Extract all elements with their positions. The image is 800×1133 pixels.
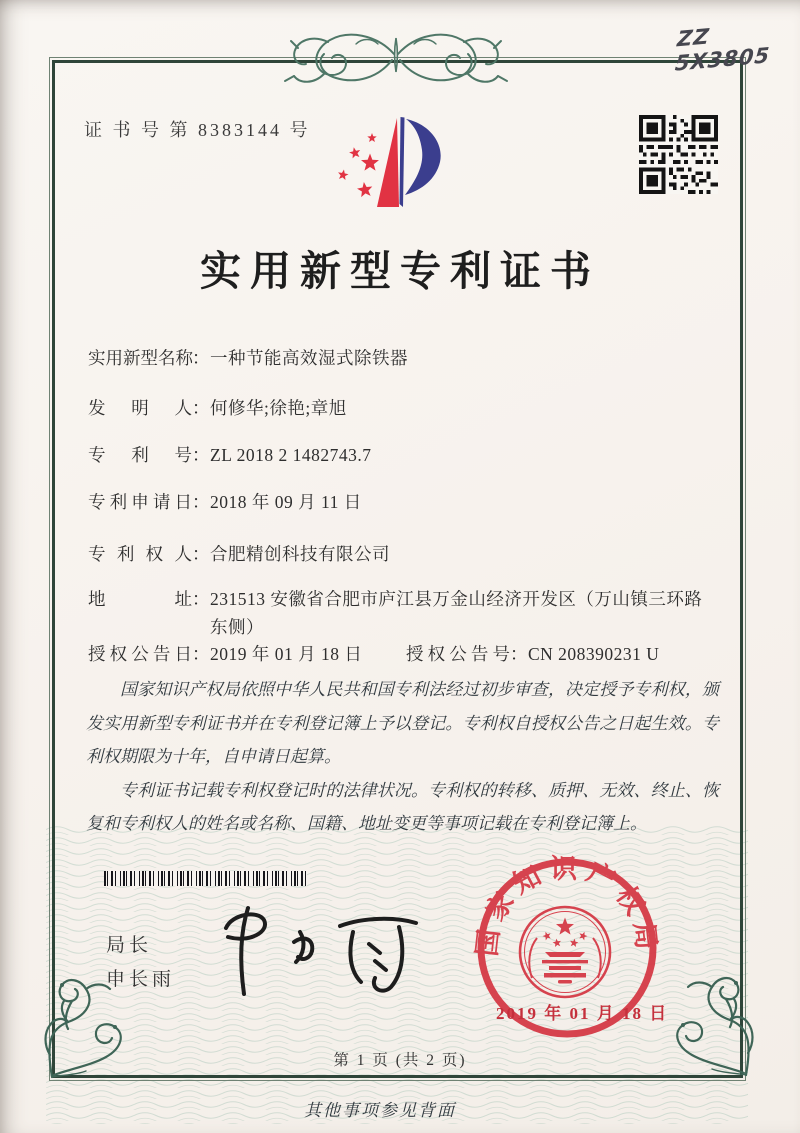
field-colon: ：	[192, 589, 210, 609]
field-label: 专利号	[88, 445, 192, 465]
back-note: 其他事项参见背面	[304, 1101, 456, 1120]
field-row-inventors	[88, 394, 728, 422]
barcode	[104, 871, 307, 886]
field-row-address	[88, 585, 728, 641]
commissioner-signature	[212, 896, 424, 1002]
field-colon: ：	[192, 644, 210, 664]
field-row-patentee	[88, 540, 728, 568]
field-value: 一种节能高效湿式除铁器	[210, 348, 408, 368]
field-label: 授权公告号	[406, 644, 510, 664]
cnipa-logo-icon	[333, 102, 457, 216]
field-row-grant	[88, 640, 728, 668]
field-row-patent-no	[88, 441, 728, 469]
field-label: 专利权人	[88, 544, 192, 564]
certificate-title: 实用新型专利证书	[200, 248, 600, 294]
legal-paragraph-1: 国家知识产权局依照中华人民共和国专利法经过初步审查，决定授予专利权，颁发实用新型专利证书并在专利登记簿上予以登记。专利权自授权公告之日起生效。专利权期限为十年，自申请日起算。	[86, 680, 719, 766]
legal-text	[86, 673, 719, 841]
seal-text: 国家知识产权局	[472, 853, 662, 958]
field-colon: ：	[192, 492, 210, 512]
national-emblem-icon	[520, 907, 610, 997]
certificate-number: 证 书 号 第 8383144 号	[84, 120, 311, 140]
signoff-name: 申长雨	[106, 969, 176, 990]
field-label: 地址	[88, 589, 192, 609]
field-value: ZL 2018 2 1482743.7	[210, 445, 372, 465]
field-value: 何修华;徐艳;章旭	[210, 398, 347, 418]
field-label: 实用新型名称	[88, 348, 193, 368]
handwritten-code: ZZ 5X3805	[674, 24, 772, 76]
field-value: 2019 年 01 月 18 日	[210, 644, 363, 664]
field-value: 2018 年 09 月 11 日	[210, 492, 362, 512]
legal-paragraph-2: 专利证书记载专利权登记时的法律状况。专利权的转移、质押、无效、终止、恢复和专利权人的姓名或名称、国籍、地址变更等事项记载在专利登记簿上。	[86, 780, 719, 833]
field-colon: ：	[192, 544, 210, 564]
field-colon: ：	[192, 348, 210, 368]
signoff-title: 局长	[106, 935, 153, 956]
field-value: 合肥精创科技有限公司	[210, 544, 390, 564]
grant-date-group	[88, 644, 362, 664]
field-row-name	[88, 344, 728, 372]
page-number: 第 1 页 (共 2 页)	[333, 1052, 467, 1069]
field-label: 授权公告日	[88, 644, 192, 664]
field-colon: ：	[510, 644, 528, 664]
grant-no-group	[406, 640, 659, 668]
field-value: CN 208390231 U	[528, 644, 660, 664]
field-value: 231513 安徽省合肥市庐江县万金山经济开发区（万山镇三环路东侧）	[210, 589, 703, 637]
top-ornament	[264, 26, 528, 88]
field-row-filing-date	[88, 488, 728, 516]
seal-date: 2019 年 01 月 18 日	[496, 1004, 669, 1023]
field-label: 专利申请日	[88, 492, 192, 512]
field-colon: ：	[192, 445, 210, 465]
field-colon: ：	[192, 398, 210, 418]
qr-code	[639, 115, 718, 194]
field-label: 发明人	[88, 398, 192, 418]
